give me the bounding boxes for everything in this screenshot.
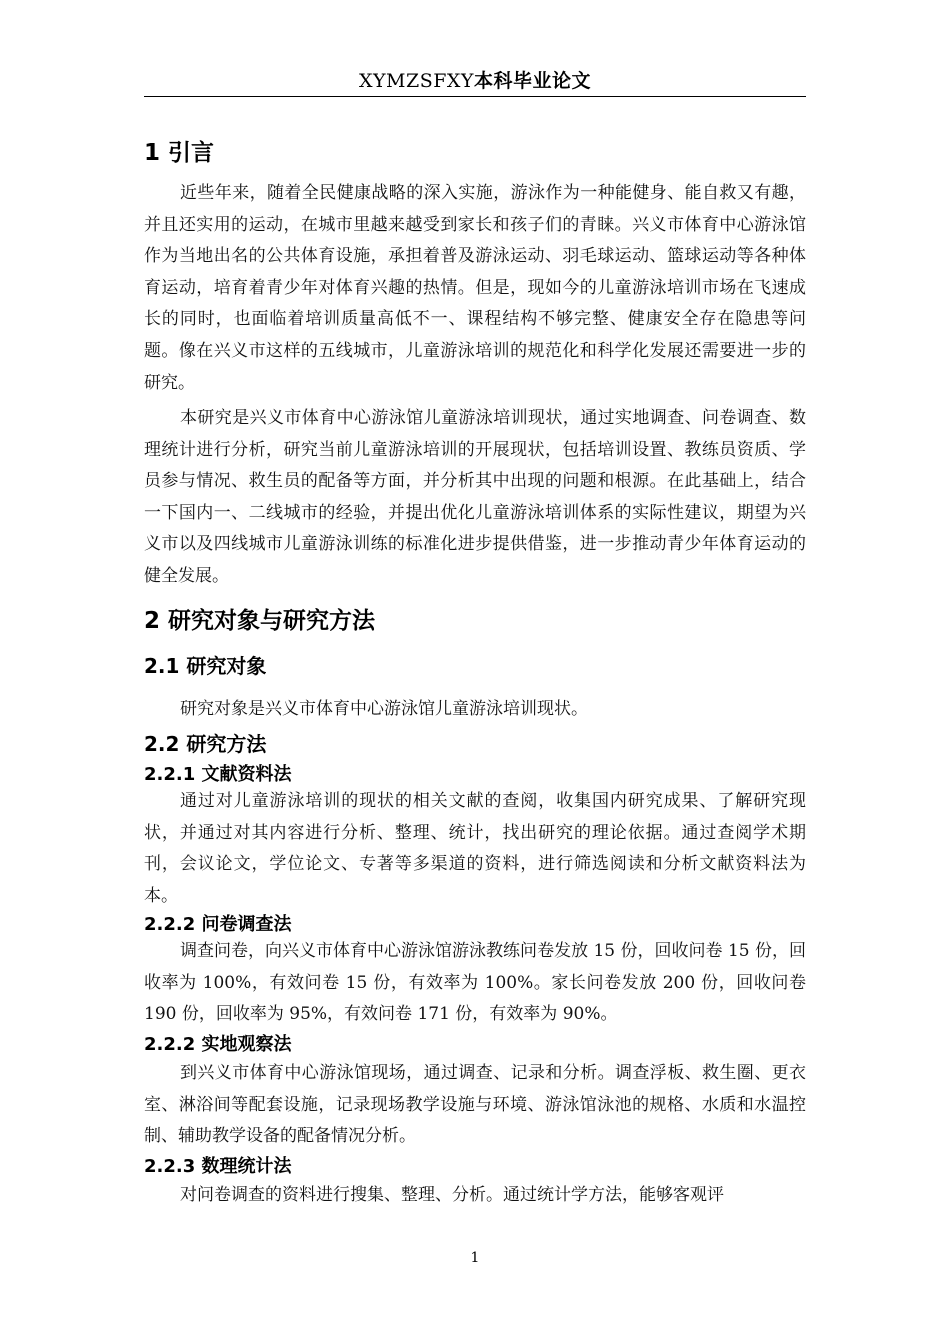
section-2-2-3-heading: 2.2.3 数理统计法 (144, 1156, 292, 1177)
section-2-2-2-paragraph: 调查问卷，向兴义市体育中心游泳馆游泳教练问卷发放 15 份，回收问卷 15 份，回收率为 100%，有效问卷 15 份，有效率为 100%。家长问卷发放 200 份，回收问卷 190 份，回收率为 95%，有效问卷 171 份，有效率为 90%。 (144, 941, 806, 1025)
section-2-heading: 2 研究对象与研究方法 (144, 608, 376, 634)
section-2-2-2b-heading: 2.2.2 实地观察法 (144, 1034, 292, 1055)
header-title: 本科毕业论文 (473, 70, 591, 92)
section-2-2-3-paragraph: 对问卷调查的资料进行搜集、整理、分析。通过统计学方法，能够客观评 (180, 1185, 724, 1205)
section-2-2-heading: 2.2 研究方法 (144, 732, 267, 756)
section-2-2-2-heading: 2.2.2 问卷调查法 (144, 914, 292, 935)
page-header (144, 66, 806, 97)
section-2-2-1-paragraph: 通过对儿童游泳培训的现状的相关文献的查阅，收集国内研究成果、了解研究现状，并通过对其内容进行分析、整理、统计，找出研究的理论依据。通过查阅学术期刊，会议论文，学位论文、专著等多渠道的资料，进行筛选阅读和分析文献资料法为本。 (144, 791, 806, 906)
page-number: 1 (470, 1250, 480, 1266)
intro-paragraph-2: 本研究是兴义市体育中心游泳馆儿童游泳培训现状，通过实地调查、问卷调查、数理统计进行分析，研究当前儿童游泳培训的开展现状，包括培训设置、教练员资质、学员参与情况、救生员的配备等方面，并分析其中出现的问题和根源。在此基础上，结合一下国内一、二线城市的经验，并提出优化儿童游泳培训体系的实际性建议，期望为兴义市以及四线城市儿童游泳训练的标准化进步提供借鉴，进一步推动青少年体育运动的健全发展。 (144, 408, 806, 586)
section-2-2-2b-paragraph: 到兴义市体育中心游泳馆现场，通过调查、记录和分析。调查浮板、救生圈、更衣室、淋浴间等配套设施，记录现场教学设施与环境、游泳馆泳池的规格、水质和水温控制、辅助教学设备的配备情况分析。 (144, 1063, 806, 1147)
section-2-2-1-heading: 2.2.1 文献资料法 (144, 764, 292, 785)
intro-paragraph-1: 近些年来，随着全民健康战略的深入实施，游泳作为一种能健身、能自救又有趣，并且还实用的运动，在城市里越来越受到家长和孩子们的青睐。兴义市体育中心游泳馆作为当地出名的公共体育设施，承担着普及游泳运动、羽毛球运动、篮球运动等各种体育运动，培育着青少年对体育兴趣的热情。但是，现如今的儿童游泳培训市场在飞速成长的同时，也面临着培训质量高低不一、课程结构不够完整、健康安全存在隐患等问题。像在兴义市这样的五线城市，儿童游泳培训的规范化和科学化发展还需要进一步的研究。 (144, 183, 806, 393)
section-2-1-heading: 2.1 研究对象 (144, 654, 267, 678)
section-1-heading: 1 引言 (144, 140, 215, 166)
header-prefix: XYMZSFXY (358, 70, 474, 92)
section-2-1-paragraph: 研究对象是兴义市体育中心游泳馆儿童游泳培训现状。 (180, 699, 588, 719)
